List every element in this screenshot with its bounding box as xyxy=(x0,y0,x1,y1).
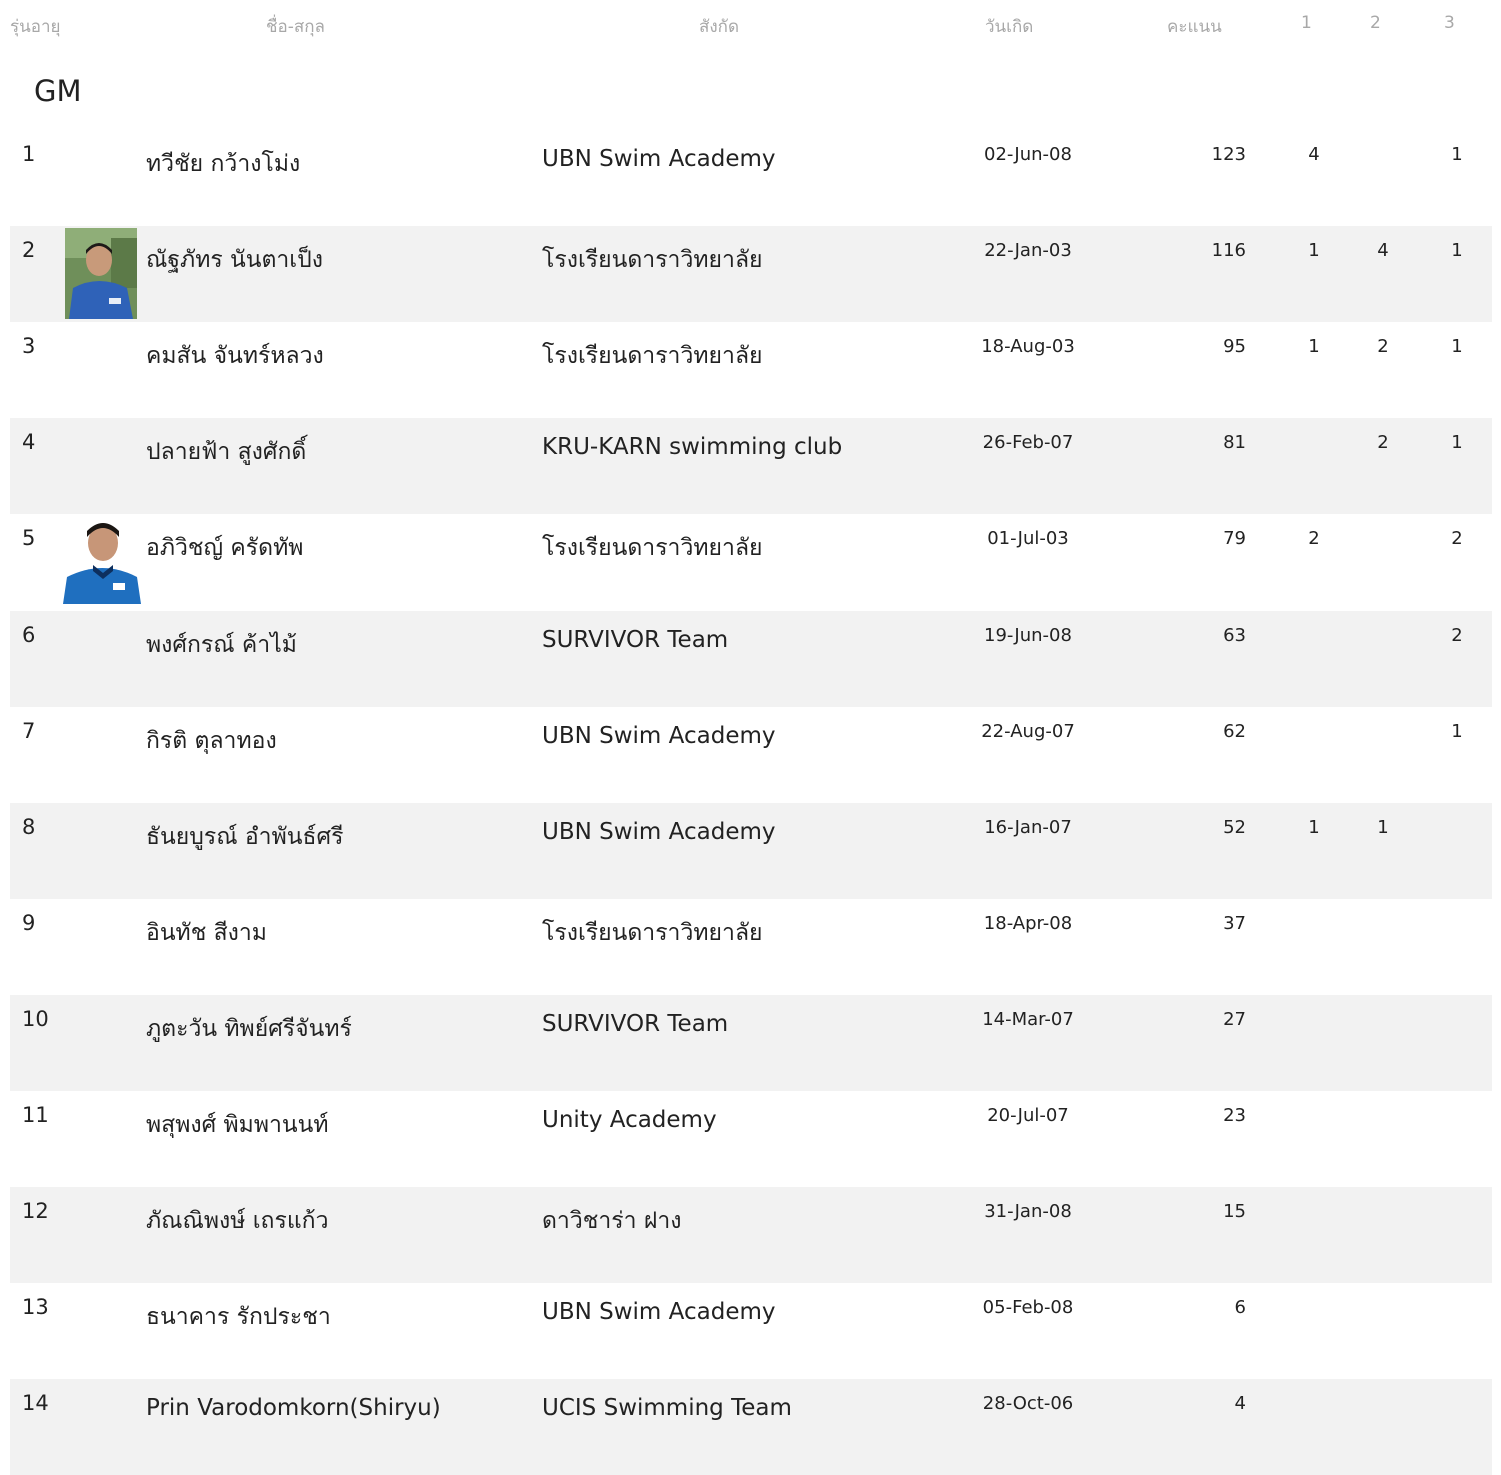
club-name xyxy=(542,1395,792,1421)
club-name xyxy=(542,530,763,566)
rank-cell xyxy=(22,1103,49,1127)
rank-cell-text: 14 xyxy=(22,1391,49,1416)
athlete-photo xyxy=(65,228,137,319)
table-row xyxy=(10,322,1492,418)
rank-cell xyxy=(22,623,35,647)
table-row xyxy=(10,1187,1492,1283)
birth-date-text: 18-Aug-03 xyxy=(981,336,1075,358)
third-place-count-text: 1 xyxy=(1451,720,1463,742)
birth-date-text: 22-Jan-03 xyxy=(984,240,1072,262)
athlete-name xyxy=(146,1203,329,1239)
birth-date-text: 18-Apr-08 xyxy=(983,912,1073,934)
club-name-text: โรงเรียนดาราวิทยาลัย xyxy=(542,247,763,274)
club-name xyxy=(542,1203,682,1239)
points-cell xyxy=(1223,1009,1246,1030)
birth-date-text: 14-Mar-07 xyxy=(982,1008,1074,1030)
points-cell-text: 81 xyxy=(1223,432,1246,454)
club-name xyxy=(542,242,763,278)
third-place-count-text: 1 xyxy=(1451,432,1463,454)
club-name xyxy=(542,1011,728,1037)
rank-cell xyxy=(22,911,35,935)
rank-cell xyxy=(22,526,35,550)
rank-cell xyxy=(22,1391,49,1415)
first-place-count-text: 1 xyxy=(1308,336,1320,358)
table-row xyxy=(10,418,1492,514)
third-place-count-text: 1 xyxy=(1451,144,1463,165)
header-name: ชื่อ-สกุล xyxy=(266,17,325,37)
first-place-count-text: 2 xyxy=(1308,528,1320,550)
header-points: คะแนน xyxy=(1167,17,1222,37)
third-place-count-text: 1 xyxy=(1451,240,1463,262)
third-place-count-text: 2 xyxy=(1451,528,1463,550)
points-cell xyxy=(1223,528,1246,549)
athlete-name xyxy=(146,723,277,759)
first-place-count-text: 1 xyxy=(1308,816,1320,838)
athlete-name xyxy=(146,530,303,566)
club-name-text: SURVIVOR Team xyxy=(542,626,729,653)
table-row xyxy=(10,611,1492,707)
points-cell-text: 4 xyxy=(1234,1393,1246,1415)
points-cell xyxy=(1223,625,1246,646)
club-name-text: UBN Swim Academy xyxy=(542,1299,776,1326)
rank-cell-text: 11 xyxy=(22,1103,49,1127)
birth-date-text: 26-Feb-07 xyxy=(982,432,1074,454)
birth-date-text: 16-Jan-07 xyxy=(984,816,1072,838)
second-place-count-text: 2 xyxy=(1377,432,1389,454)
points-cell xyxy=(1223,1201,1246,1222)
rank-cell xyxy=(22,815,35,839)
athlete-name-text: กิรติ ตุลาทอง xyxy=(146,727,277,754)
rank-cell-text: 6 xyxy=(22,622,36,647)
rank-cell xyxy=(22,1007,49,1031)
header-first: 1 xyxy=(1301,13,1312,33)
club-name-text: Unity Academy xyxy=(542,1107,717,1133)
athlete-name xyxy=(146,1011,352,1047)
athlete-name-text: ปลายฟ้า สูงศักดิ์ xyxy=(146,439,307,466)
rank-cell-text: 7 xyxy=(22,718,36,743)
table-row xyxy=(10,514,1492,610)
table-row xyxy=(10,130,1492,226)
points-cell-text: 15 xyxy=(1223,1201,1246,1223)
athlete-name xyxy=(146,1395,441,1421)
rank-cell xyxy=(22,142,35,166)
points-cell xyxy=(1223,817,1246,838)
athlete-name xyxy=(146,434,306,470)
first-place-count-text: 1 xyxy=(1308,240,1320,262)
athlete-name-text: ณัฐภัทร นันตาเป็ง xyxy=(146,247,324,274)
rank-cell-text: 9 xyxy=(22,910,36,935)
club-name-text: UBN Swim Academy xyxy=(542,818,776,845)
athlete-name-text: ภูตะวัน ทิพย์ศรีจันทร์ xyxy=(146,1015,352,1042)
header-club: สังกัด xyxy=(699,17,740,37)
points-cell xyxy=(1212,144,1246,165)
athlete-name-text: พสุพงศ์ พิมพานนท์ xyxy=(146,1112,329,1138)
header-second: 2 xyxy=(1370,13,1381,33)
birth-date-text: 22-Aug-07 xyxy=(981,720,1075,742)
club-name-text: KRU-KARN swimming club xyxy=(542,434,843,461)
club-name xyxy=(542,627,728,653)
points-cell-text: 52 xyxy=(1223,816,1246,838)
birth-date-text: 28-Oct-06 xyxy=(982,1393,1074,1415)
athlete-name xyxy=(146,242,323,278)
club-name-text: ดาวิชาร่า ฝาง xyxy=(542,1208,682,1235)
rank-cell-text: 1 xyxy=(22,142,36,166)
athlete-photo xyxy=(63,515,141,604)
birth-date-text: 02-Jun-08 xyxy=(984,144,1072,165)
club-name-text: โรงเรียนดาราวิทยาลัย xyxy=(542,919,763,946)
points-cell-text: 116 xyxy=(1211,240,1246,262)
points-cell-text: 95 xyxy=(1223,336,1246,358)
club-name xyxy=(542,1299,775,1325)
points-cell xyxy=(1223,432,1246,453)
points-cell xyxy=(1235,1297,1246,1318)
points-cell xyxy=(1223,721,1246,742)
club-name xyxy=(542,434,842,460)
club-name xyxy=(542,1107,717,1133)
athlete-name-text: คมสัน จันทร์หลวง xyxy=(146,343,324,370)
athlete-name-text: อินทัช สีงาม xyxy=(146,919,267,946)
birth-date-text: 31-Jan-08 xyxy=(984,1201,1072,1223)
club-name-text: โรงเรียนดาราวิทยาลัย xyxy=(542,343,763,370)
table-row xyxy=(10,1283,1492,1379)
athlete-name xyxy=(146,819,343,855)
rank-cell-text: 4 xyxy=(22,430,36,455)
athlete-name xyxy=(146,1107,329,1143)
table-row xyxy=(10,707,1492,803)
athlete-name xyxy=(146,627,297,663)
points-cell-text: 27 xyxy=(1223,1008,1246,1030)
table-row xyxy=(10,1379,1492,1475)
points-cell-text: 37 xyxy=(1223,912,1246,934)
rank-cell xyxy=(22,238,35,262)
rank-cell-text: 3 xyxy=(22,334,36,359)
athlete-name xyxy=(146,1299,331,1335)
second-place-count-text: 2 xyxy=(1377,336,1389,358)
athlete-name xyxy=(146,146,300,182)
club-name-text: UCIS Swimming Team xyxy=(542,1395,792,1422)
points-cell xyxy=(1235,1393,1246,1414)
third-place-count-text: 1 xyxy=(1451,336,1463,358)
rank-cell-text: 5 xyxy=(22,526,36,551)
athlete-name xyxy=(146,338,324,374)
points-cell xyxy=(1223,1105,1246,1126)
rank-cell xyxy=(22,334,35,358)
athlete-name-text: ธนาคาร รักประชา xyxy=(146,1304,331,1331)
points-cell-text: 123 xyxy=(1211,144,1246,165)
points-cell xyxy=(1212,240,1246,261)
points-cell xyxy=(1223,336,1246,357)
points-cell-text: 62 xyxy=(1223,720,1246,742)
athlete-name-text: อภิวิชญ์ ครัดทัพ xyxy=(146,535,304,562)
second-place-count-text: 1 xyxy=(1377,816,1389,838)
rank-cell-text: 2 xyxy=(22,238,36,263)
points-cell-text: 6 xyxy=(1234,1297,1246,1319)
points-cell xyxy=(1223,913,1246,934)
club-name-text: UBN Swim Academy xyxy=(542,146,776,172)
athlete-name-text: ภัณณิพงษ์ เถรแก้ว xyxy=(146,1208,329,1235)
club-name xyxy=(542,146,775,172)
second-place-count-text: 4 xyxy=(1377,240,1389,262)
table-row xyxy=(10,1091,1492,1187)
club-name-text: โรงเรียนดาราวิทยาลัย xyxy=(542,535,763,562)
third-place-count-text: 2 xyxy=(1451,624,1463,646)
club-name xyxy=(542,338,763,374)
club-name-text: SURVIVOR Team xyxy=(542,1010,729,1037)
table-row xyxy=(10,995,1492,1091)
first-place-count-text: 4 xyxy=(1308,144,1320,165)
table-row xyxy=(10,226,1492,322)
table-row xyxy=(10,803,1492,899)
club-name xyxy=(542,819,775,845)
birth-date-text: 19-Jun-08 xyxy=(984,624,1072,646)
athlete-name-text: ธันยบูรณ์ อำพันธ์ศรี xyxy=(146,823,344,850)
birth-date-text: 01-Jul-03 xyxy=(987,528,1069,550)
athlete-name-text: ทวีชัย กว้างโม่ง xyxy=(146,151,301,177)
rank-cell-text: 10 xyxy=(22,1006,49,1031)
birth-date-text: 05-Feb-08 xyxy=(982,1297,1074,1319)
table-row xyxy=(10,899,1492,995)
athlete-name-text: พงศ์กรณ์ ค้าไม้ xyxy=(146,631,297,658)
club-name-text: UBN Swim Academy xyxy=(542,722,776,749)
rank-cell-text: 12 xyxy=(22,1199,49,1224)
club-name xyxy=(542,723,775,749)
points-cell-text: 79 xyxy=(1223,528,1246,550)
group-title: GM xyxy=(34,74,82,108)
rank-cell xyxy=(22,719,35,743)
athlete-name-text: Prin Varodomkorn(Shiryu) xyxy=(146,1395,441,1422)
rank-cell-text: 8 xyxy=(22,814,36,839)
rank-cell xyxy=(22,430,35,454)
birth-date-text: 20-Jul-07 xyxy=(987,1105,1069,1126)
points-cell-text: 63 xyxy=(1223,624,1246,646)
header-third: 3 xyxy=(1444,13,1455,33)
athlete-name xyxy=(146,915,267,951)
rank-cell xyxy=(22,1199,49,1223)
club-name xyxy=(542,915,763,951)
points-cell-text: 23 xyxy=(1223,1105,1246,1126)
header-age-group: รุ่นอายุ xyxy=(10,17,61,37)
rank-cell xyxy=(22,1295,49,1319)
rank-cell-text: 13 xyxy=(22,1295,49,1320)
header-dob: วันเกิด xyxy=(985,17,1034,37)
